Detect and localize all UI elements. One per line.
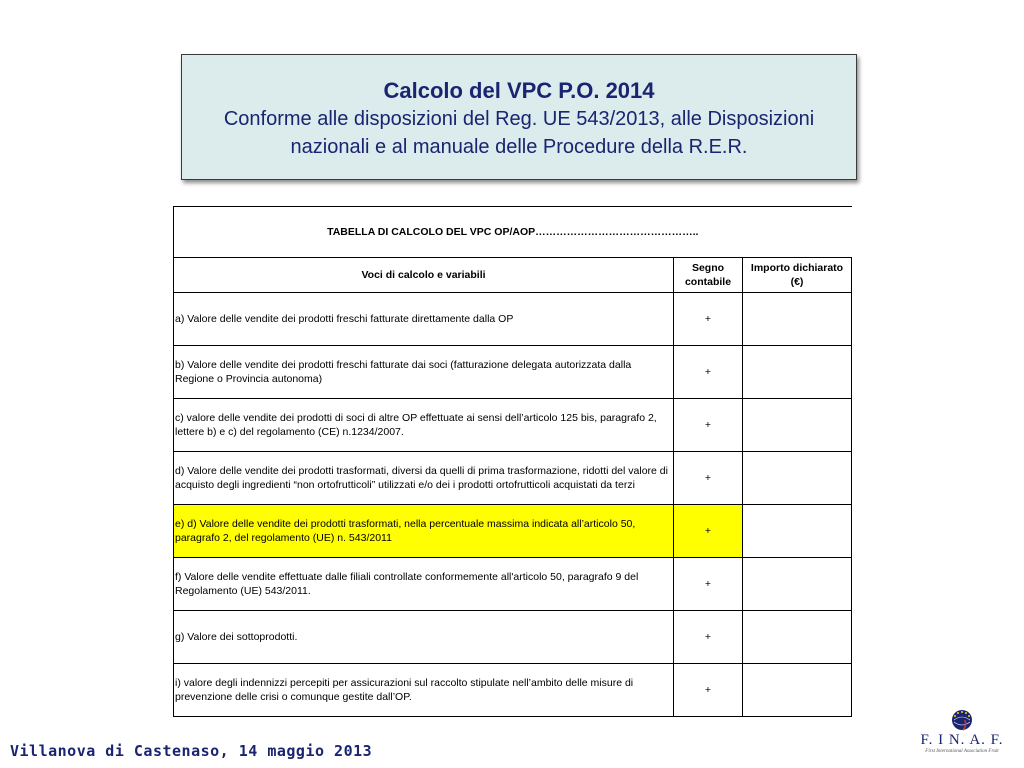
slide-title: Calcolo del VPC P.O. 2014 bbox=[383, 78, 655, 103]
table-row bbox=[174, 664, 852, 717]
row-description: i) valore degli indennizzi percepiti per assicurazioni sul raccolto stipulate nell’ambito delle misure di prevenzione delle crisi o comunque gestite dall’OP. bbox=[174, 664, 674, 717]
title-box bbox=[181, 54, 857, 180]
row-sign: + bbox=[674, 346, 743, 399]
row-amount[interactable] bbox=[743, 452, 852, 505]
row-amount[interactable] bbox=[743, 505, 852, 558]
slide-subtitle: Conforme alle disposizioni del Reg. UE 543/2013, alle Disposizioni nazionali e al manuale delle Procedure della R.E.R. bbox=[223, 108, 815, 158]
finaf-logo bbox=[900, 706, 1024, 768]
row-description: a) Valore delle vendite dei prodotti freschi fatturate direttamente dalla OP bbox=[174, 293, 674, 346]
row-sign: + bbox=[674, 611, 743, 664]
row-description: e) d) Valore delle vendite dei prodotti trasformati, nella percentuale massima indicata all’articolo 50, paragrafo 2, del regolamento (UE) n. 543/2011 bbox=[174, 505, 674, 558]
footer-location-date: Villanova di Castenaso, 14 maggio 2013 bbox=[10, 742, 373, 760]
row-description: b) Valore delle vendite dei prodotti freschi fatturate dai soci (fatturazione delegata autorizzata dalla Regione o Provincia autonoma) bbox=[174, 346, 674, 399]
row-description: g) Valore dei sottoprodotti. bbox=[174, 611, 674, 664]
row-sign: + bbox=[674, 293, 743, 346]
row-amount[interactable] bbox=[743, 664, 852, 717]
header-segno: Segno contabile bbox=[674, 258, 743, 293]
row-amount[interactable] bbox=[743, 399, 852, 452]
logo-name: F. I N. A. F. bbox=[920, 732, 1004, 748]
header-importo: Importo dichiarato (€) bbox=[743, 258, 852, 293]
vpc-calculation-table bbox=[173, 206, 852, 717]
row-description: c) valore delle vendite dei prodotti di soci di altre OP effettuate ai sensi dell’articolo 125 bis, paragrafo 2, lettere b) e c) del regolamento (CE) n.1234/2007. bbox=[174, 399, 674, 452]
header-voci: Voci di calcolo e variabili bbox=[174, 258, 674, 293]
table-row-highlighted bbox=[174, 505, 852, 558]
globe-stars-icon bbox=[949, 706, 975, 732]
table-header-row bbox=[174, 258, 852, 293]
row-amount[interactable] bbox=[743, 558, 852, 611]
row-sign: + bbox=[674, 664, 743, 717]
row-sign: + bbox=[674, 505, 743, 558]
table-row bbox=[174, 346, 852, 399]
row-description: d) Valore delle vendite dei prodotti trasformati, diversi da quelli di prima trasformazione, ridotti del valore di acquisto degli ingredienti “non ortofrutticoli” utilizzati e/o dei i prodotti ortofrutticoli acquistati da terzi bbox=[174, 452, 674, 505]
row-sign: + bbox=[674, 558, 743, 611]
logo-tagline: First International Association Fruit bbox=[925, 749, 999, 754]
row-description: f) Valore delle vendite effettuate dalle filiali controllate conformemente all'articolo 50, paragrafo 9 del Regolamento (UE) 543/2011. bbox=[174, 558, 674, 611]
table-title-row bbox=[174, 207, 852, 258]
table-row bbox=[174, 558, 852, 611]
table-title: TABELLA DI CALCOLO DEL VPC OP/AOP……………………………………….. bbox=[174, 207, 852, 258]
row-sign: + bbox=[674, 452, 743, 505]
table-row bbox=[174, 452, 852, 505]
table-row bbox=[174, 611, 852, 664]
row-amount[interactable] bbox=[743, 293, 852, 346]
row-sign: + bbox=[674, 399, 743, 452]
table-row bbox=[174, 399, 852, 452]
table-row bbox=[174, 293, 852, 346]
row-amount[interactable] bbox=[743, 346, 852, 399]
row-amount[interactable] bbox=[743, 611, 852, 664]
